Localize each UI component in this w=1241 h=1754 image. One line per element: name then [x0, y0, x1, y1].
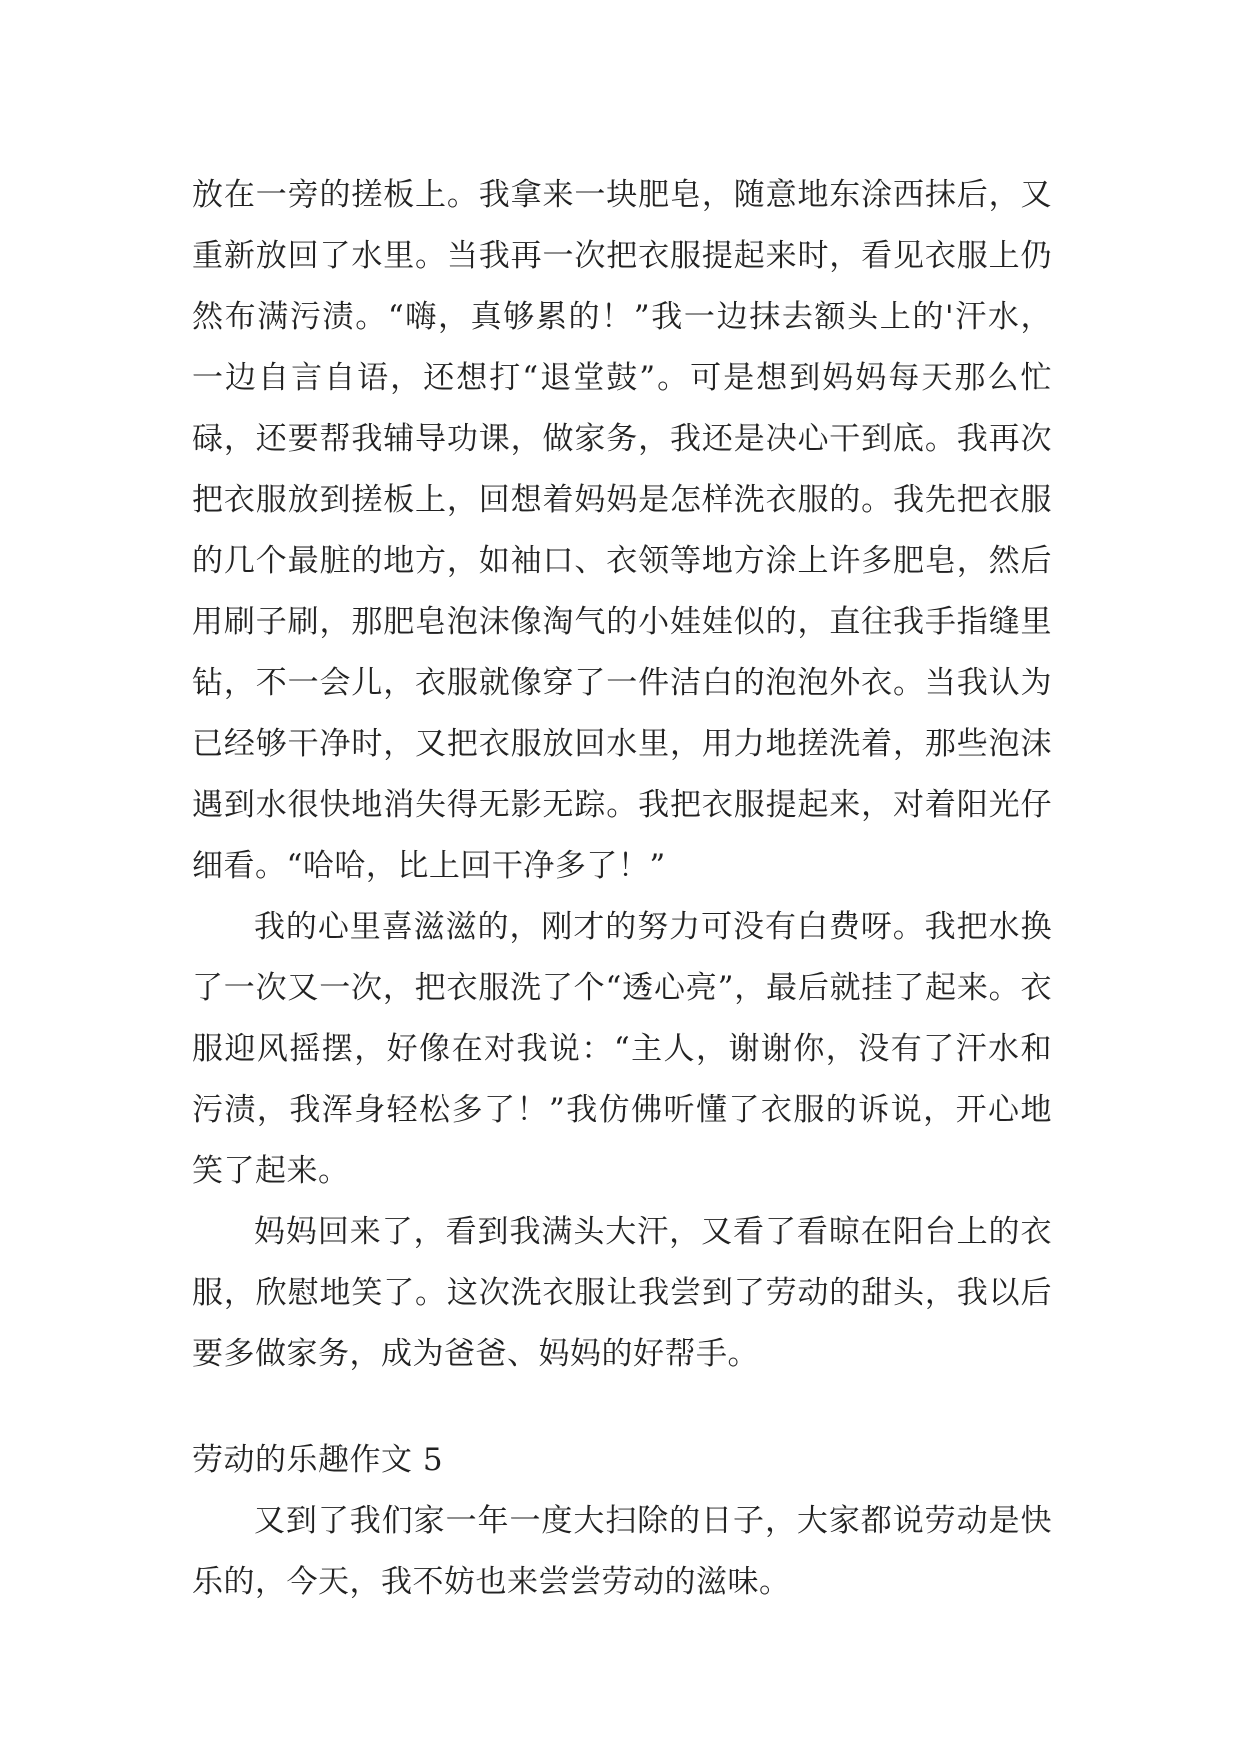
paragraph-4: 又到了我们家一年一度大扫除的日子，大家都说劳动是快乐的，今天，我不妨也来尝尝劳动的滋味。: [192, 1503, 1052, 1600]
section-heading: 劳动的乐趣作文 5: [192, 1442, 444, 1478]
paragraph-1: 放在一旁的搓板上。我拿来一块肥皂，随意地东涂西抹后，又重新放回了水里。当我再一次把衣服提起来时，看见衣服上仍然布满污渍。“嗨，真够累的！”我一边抹去额头上的'汗水，一边自言自语，还想打“退堂鼓”。可是想到妈妈每天那么忙碌，还要帮我辅导功课，做家务，我还是决心干到底。我再次把衣服放到搓板上，回想着妈妈是怎样洗衣服的。我先把衣服的几个最脏的地方，如袖口、衣领等地方涂上许多肥皂，然后用刷子刷，那肥皂泡沫像淘气的小娃娃似的，直往我手指缝里钻，不一会儿，衣服就像穿了一件洁白的泡泡外衣。当我认为已经够干净时，又把衣服放回水里，用力地搓洗着，那些泡沫遇到水很快地消失得无影无踪。我把衣服提起来，对着阳光仔细看。“哈哈，比上回干净多了！”: [192, 177, 1052, 884]
paragraph-2: 我的心里喜滋滋的，刚才的努力可没有白费呀。我把水换了一次又一次，把衣服洗了个“透心亮”，最后就挂了起来。衣服迎风摇摆，好像在对我说：“主人，谢谢你，没有了汗水和污渍，我浑身轻松多了！”我仿佛听懂了衣服的诉说，开心地笑了起来。: [192, 909, 1052, 1189]
document-body: [192, 165, 1052, 1613]
paragraph-3: 妈妈回来了，看到我满头大汗，又看了看晾在阳台上的衣服，欣慰地笑了。这次洗衣服让我尝到了劳动的甜头，我以后要多做家务，成为爸爸、妈妈的好帮手。: [192, 1214, 1052, 1372]
